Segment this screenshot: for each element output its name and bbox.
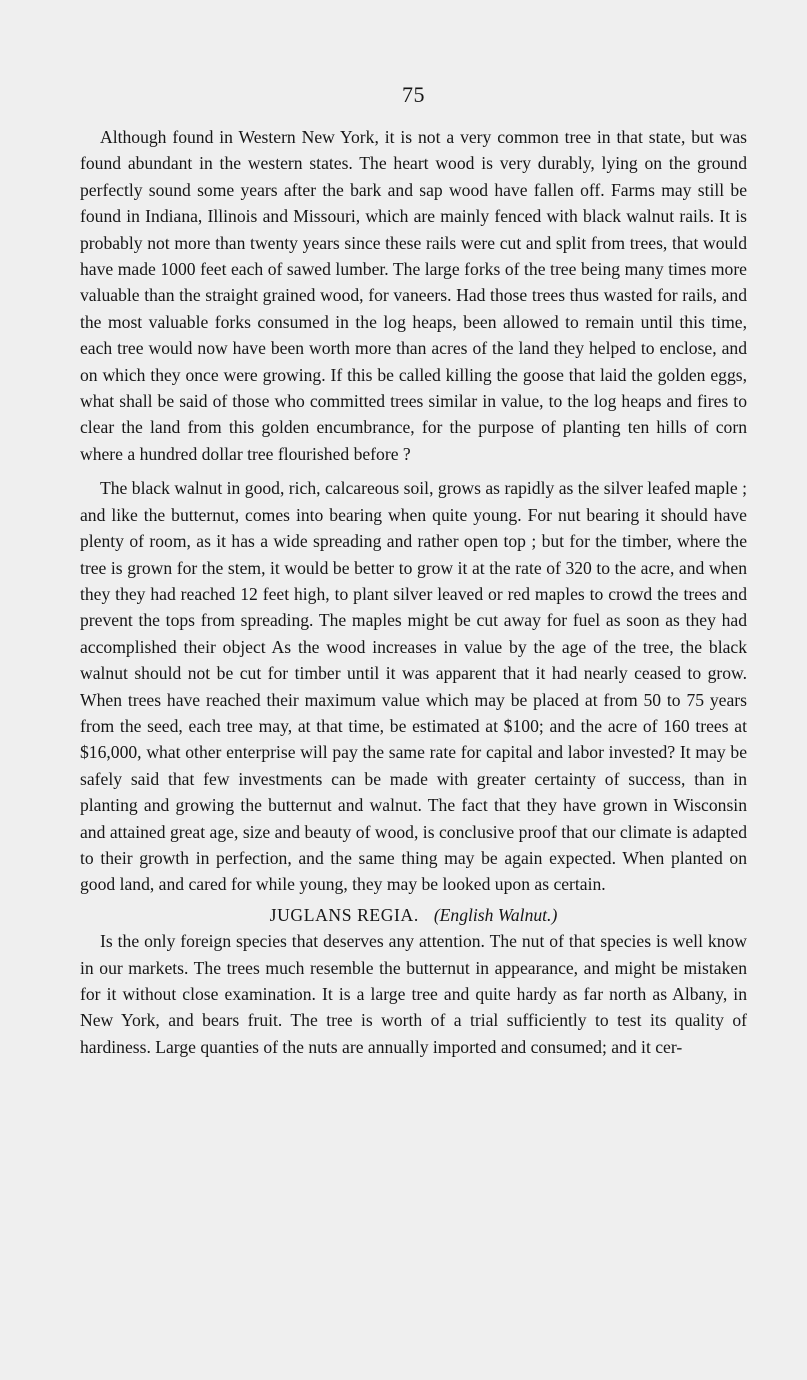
paragraph-black-walnut-growth: The black walnut in good, rich, calcareous soil, grows as rapidly as the silver leafed maple ; and like the butternut, comes into bearing when quite young. For nut bearing it should have plenty of room, as it has a wide spreading and rather open top ; but for the timber, where the tree is grown for the stem, it would be better to grow it at the rate of 320 to the acre, and when they they had reached 12 feet high, to plant silver leaved or red maples to crowd the trees and prevent the tops from spreading. The maples might be cut away for fuel as soon as they had accomplished their object As the wood increases in value by the age of the tree, the black walnut should not be cut for timber until it was apparent that it had nearly ceased to grow. When trees have reached their maximum value which may be placed at from 50 to 75 years from the seed, each tree may, at that time, be estimated at $100; and the acre of 160 trees at $16,000, what other enterprise will pay the same rate for capital and labor invested? It may be safely said that few investments can be made with greater certainty of success, than in planting and growing the butternut and walnut. The fact that they have grown in Wisconsin and attained great age, size and beauty of wood, is conclusive proof that our climate is adapted to their growth in perfection, and the same thing may be again expected. When planted on good land, and cared for while young, they may be looked upon as certain. bbox=[80, 478, 747, 895]
page-number: 75 bbox=[402, 82, 425, 107]
paragraph-english-walnut: Is the only foreign species that deserves any attention. The nut of that species is well know in our markets. The trees much resemble the butternut in appearance, and might be mistaken for it without close examination. It is a large tree and quite hardy as far north as Albany, in New York, and bears fruit. The tree is worth of a trial sufficiently to test its quality of hardiness. Large quanties of the nuts are annually imported and consumed; and it cer- bbox=[80, 931, 747, 1057]
heading-latin-name: JUGLANS REGIA. bbox=[269, 904, 419, 925]
heading-common-name: (English Walnut.) bbox=[433, 904, 558, 925]
paragraph-gap bbox=[80, 467, 747, 475]
paragraph-black-walnut-history: Although found in Western New York, it is not a very common tree in that state, but was found abundant in the western states. The heart wood is very durably, lying on the ground perfectly sound some years after the bark and sap wood have fallen off. Farms may still be found in Indiana, Illinois and Missouri, which are mainly fenced with black walnut rails. It is probably not more than twenty years since these rails were cut and split from trees, that would have made 1000 feet each of sawed lumber. The large forks of the tree being many times more valuable than the straight grained wood, for vaneers. Had those trees thus wasted for rails, and the most valuable forks consumed in the log heaps, been allowed to remain until this time, each tree would now have been worth more than acres of the land they helped to enclose, and on which they once were growing. If this be called killing the goose that laid the golden eggs, what shall be said of those who committed trees similar in value, to the log heaps and fires to clear the land from this golden encumbrance, for the purpose of planting ten hills of corn where a hundred dollar tree flourished before ? bbox=[80, 127, 747, 464]
section-heading bbox=[80, 902, 747, 928]
body-text bbox=[80, 124, 747, 1060]
